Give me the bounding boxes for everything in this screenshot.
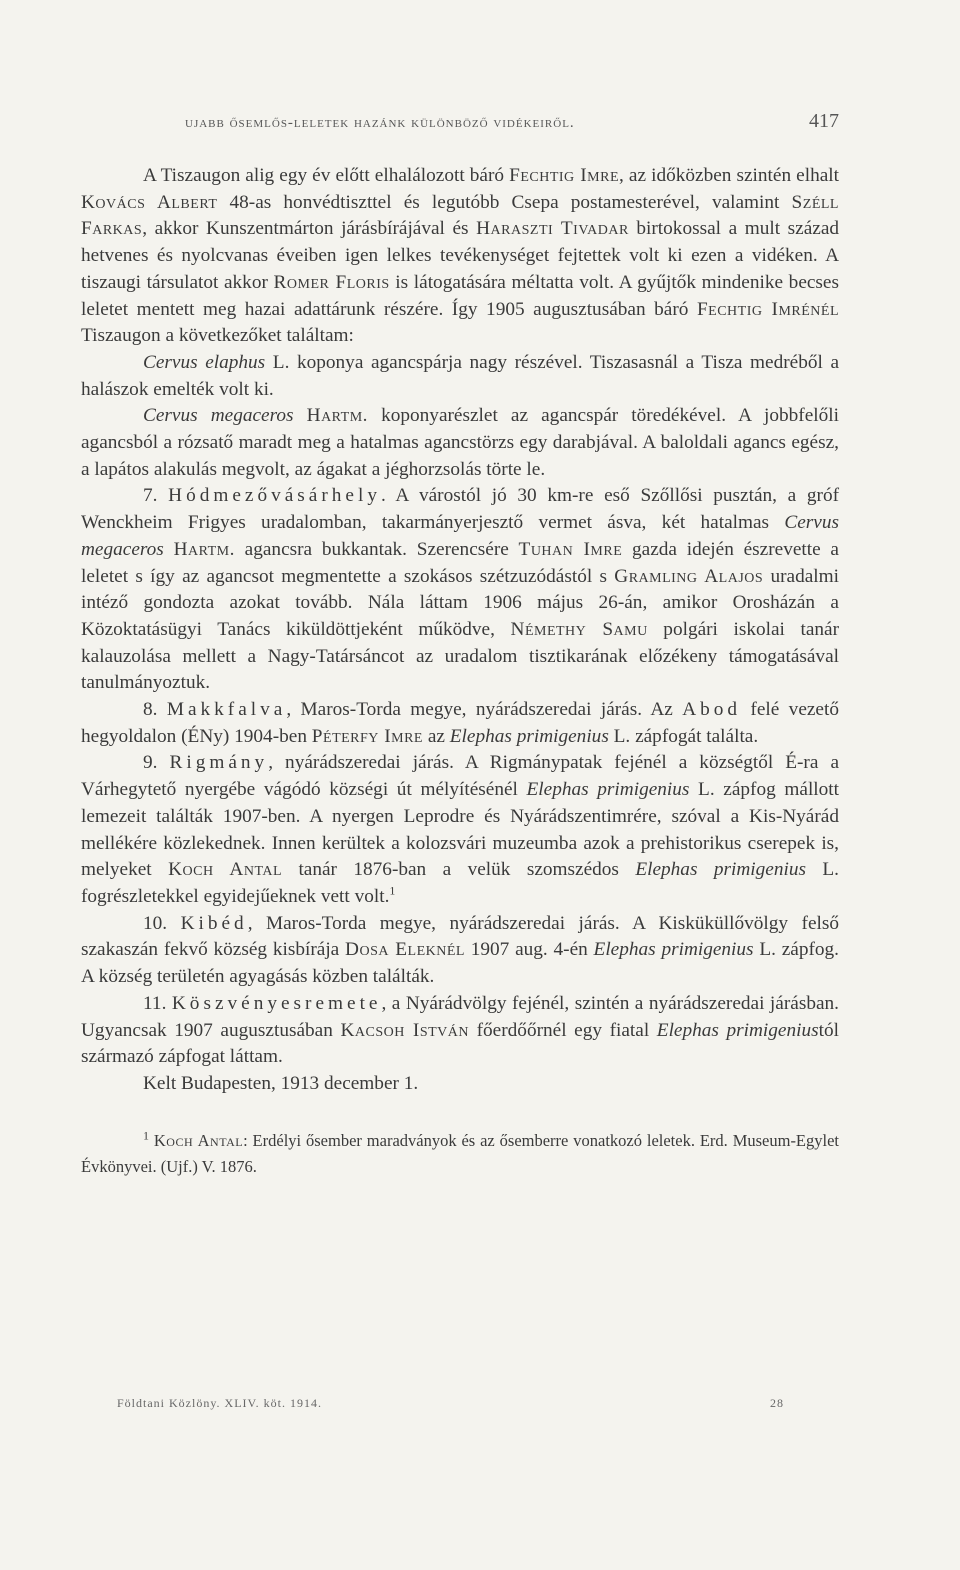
item-number: 9. (143, 752, 170, 774)
species-name: Elephas primigenius (656, 1019, 819, 1041)
dateline: Kelt Budapesten, 1913 december 1. (143, 1072, 419, 1094)
paragraph-cervus-elaphus: Cervus elaphus L. koponya agancspárja nagy részével. Tiszasasnál a Tisza medréből a halászok emelték volt ki. (81, 351, 839, 400)
document-page (81, 110, 839, 1180)
footnote-mark: 1 (143, 1128, 149, 1143)
paragraph-item-9: 9. Rigmány, nyárádszeredai járás. A Rigmánypatak fejénél a községtől É-ra a Várhegytető nyergébe vágódó községi út mélyítésénél Elephas primigenius L. zápfog mállott lemezeit találták 1907-ben. A nyergen Leprodre és Nyárádszentimrére, szóval a Kis-Nyárád mellékére közlekednek. Innen kerültek a kolozsvári muzeumba azok a prehistorikus cserepek is, melyeket Koch Antal tanár 1876-ban a velük szomszédos Elephas primigenius L. fogrészletekkel egyidejűeknek vett volt.$^1$ (81, 752, 840, 907)
item-number: 11. (143, 992, 172, 1014)
paragraph-dateline (81, 1071, 839, 1098)
species-name: Cervus megaceros (143, 405, 294, 427)
paragraph-item-10: 10. Kibéd, Maros-Torda megye, nyárádszeredai járás. A Kisküküllővölgy felső szakaszán fekvő község kisbírája Dosa Eleknél 1907 aug. 4-én Elephas primigenius L. zápfog. A község területén agyagásás közben találták. (81, 912, 840, 988)
species-name: Cervus elaphus (143, 351, 266, 373)
paragraph-intro: A Tiszaugon alig egy év előtt elhalálozott báró Fechtig Imre, az időközben szintén elhalt Kovács Albert 48-as honvédtiszttel és legutóbb Csepa postamesterével, valamint Széll Farkas, akkor Kunszentmárton járásbírájával és Haraszti Tivadar birtokossal a mult század hetvenes és nyolcvanas éveiben igen lelkes tevékenységet fejtettek volt ki ezen a vidéken. A tiszaugi társulatot akkor Romer Floris is látogatására méltatta volt. A gyűjtők mindenike becses leletet mentett meg hazai adattárunk részére. Így 1905 augusztusában báró Fechtig Imrénél Tiszaugon a következőket találtam: (81, 165, 840, 347)
person-name: Péterfy Imre (311, 725, 423, 747)
place-name: Makkfalva (166, 699, 287, 721)
person-name: Kacsoh István (340, 1019, 470, 1041)
place-name: Abod (682, 699, 742, 721)
sheet-number: 28 (770, 1396, 784, 1410)
person-name: Fechtig Imre (509, 165, 620, 186)
footnote: $^1$ Koch Antal: Erdélyi ősember maradványok és az ősemberre vonatkozó leletek. Erd. Museum-Egylet Évkönyvei. (Ujf.) V. 1876. (81, 1128, 840, 1176)
journal-citation: Földtani Közlöny. XLIV. köt. 1914. (117, 1396, 322, 1410)
place-name: Köszvényesremete (171, 992, 382, 1014)
header-title: ujabb ősemlős-leletek hazánk különböző vidékeiről. (185, 115, 575, 131)
paragraph-item-8: 8. Makkfalva, Maros-Torda megye, nyárádszeredai járás. Az Abod felé vezető hegyoldalon (ÉNy) 1904-ben Péterfy Imre az Elephas primigenius L. zápfogát találta. (81, 699, 839, 747)
species-name: Cervus megaceros (81, 512, 839, 560)
species-name: Elephas primigenius (593, 939, 754, 961)
paragraph-cervus-megaceros: Cervus megaceros Hartm. koponyarészlet az agancspár töredékével. A jobbfelőli agancsból a rózsatő maradt meg a hatalmas agancstörzs egy darabjával. A baloldali agancs egész, a lapátos alakulás megvolt, az ágakat a jéghorzsolás törte le. (81, 405, 839, 480)
author-abbrev: Hartm. (306, 405, 368, 427)
species-name: Elephas primigenius (635, 859, 806, 881)
author-abbrev: Hartm. (173, 538, 235, 560)
person-name: Koch Antal (153, 1130, 244, 1150)
person-name: Némethy Samu (510, 618, 648, 640)
species-name: Elephas primigenius (449, 725, 609, 747)
person-name: Fechtig Imrénél (696, 298, 839, 320)
place-name: Hódmezővásárhely (168, 485, 381, 507)
person-name: Tuhan Imre (518, 538, 623, 560)
item-number: 10. (143, 912, 181, 934)
page-number: 417 (809, 110, 839, 132)
species-name: Elephas primigenius (526, 779, 690, 801)
paragraph-item-11: 11. Köszvényesremete, a Nyárádvölgy fejénél, szintén a nyárádszeredai járásban. Ugyancsak 1907 augusztusában Kacsoh István főerdőőrnél egy fiatal Elephas primigeniustól származó zápfogat láttam. (81, 992, 839, 1068)
item-number: 8. (143, 699, 167, 721)
item-number: 7. (143, 485, 169, 507)
person-name: Dosa Eleknél (345, 939, 465, 961)
place-name: Rigmány (169, 752, 269, 774)
person-name: Gramling Alajos (614, 565, 764, 587)
person-name: Széll Farkas (81, 191, 839, 240)
paragraph-item-7: 7. Hódmezővásárhely. A várostól jó 30 km-re eső Szőllősi pusztán, a gróf Wenckheim Frigyes uradalomban, takarmányerjesztő vermet ásva, két hatalmas Cervus megaceros Hartm. agancsra bukkantak. Szerencsére Tuhan Imre gazda idején észrevette a leletet s így az agancsot megmentette a szokásos szétzuzódástól s Gramling Alajos uradalmi intéző gondozta azokat tovább. Nála láttam 1906 május 26-án, amikor Orosházán a Közoktatásügyi Tanács kiküldöttjeként működve, Némethy Samu polgári iskolai tanár kalauzolása mellett a Nagy-Tatársáncot az uradalom tisztikarának előzékeny támogatásával tanulmányoztuk. (81, 485, 839, 694)
person-name: Koch Antal (168, 859, 283, 881)
person-name: Haraszti Tivadar (476, 218, 629, 240)
person-name: Romer Floris (273, 271, 390, 293)
running-header (81, 110, 839, 133)
footnote-ref[interactable]: 1 (389, 883, 396, 898)
place-name: Kibéd (180, 912, 248, 934)
page-footer (117, 1396, 784, 1411)
person-name: Kovács Albert (81, 191, 218, 213)
